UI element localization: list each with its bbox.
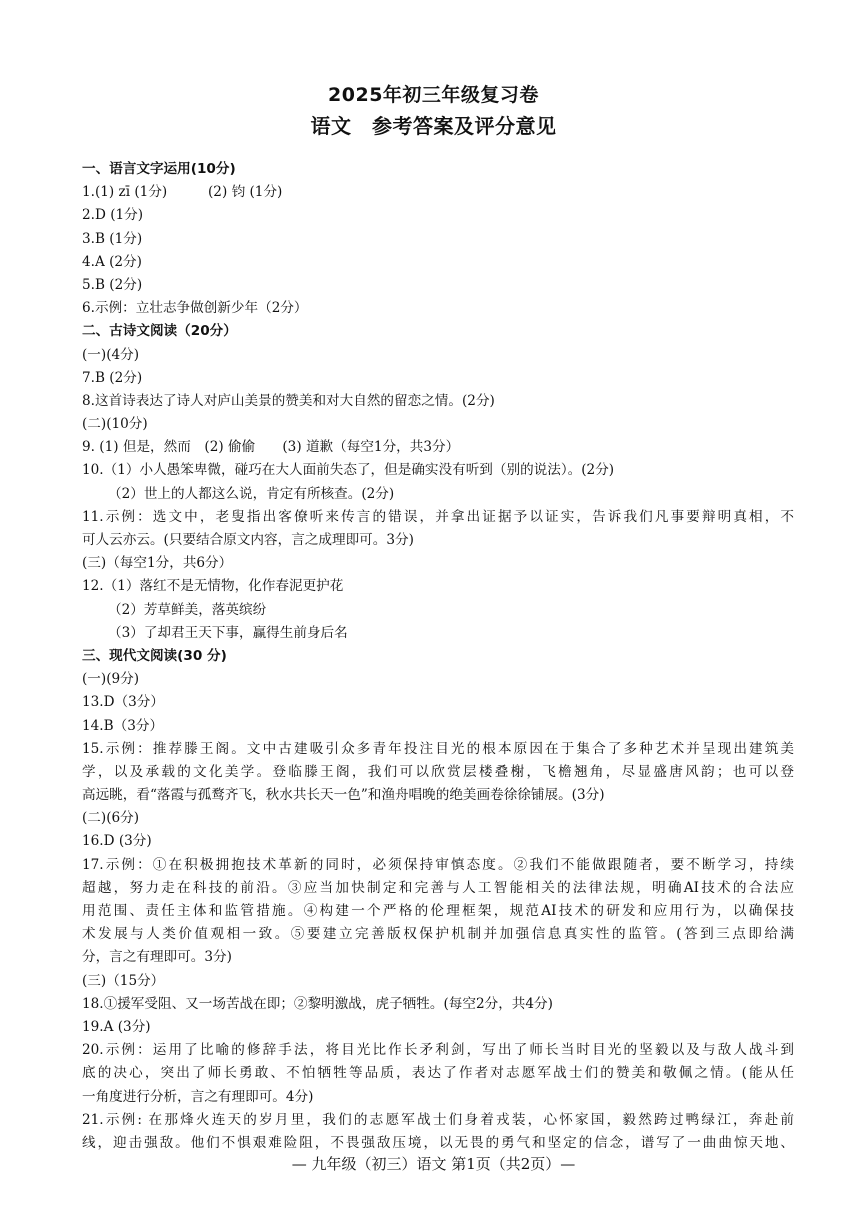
section-heading: 一、语言文字运用(10分) xyxy=(82,161,236,177)
answer-line: 12.（1）落红不是无情物，化作春泥更护花 xyxy=(82,578,344,595)
answer-list xyxy=(82,158,794,1155)
page-footer: — 九年级（初三）语文 第1页（共2页）— xyxy=(291,1155,576,1173)
answer-line: 一角度进行分析，言之有理即可。4分) xyxy=(82,1088,314,1105)
answer-line: 17.示例：①在积极拥抱技术革新的同时，必须保持审慎态度。②我们不能做跟随者，要不断学习，持续 xyxy=(82,856,794,873)
answer-line: （2）世上的人都这么说，肯定有所核查。(2分) xyxy=(108,485,395,502)
answer-line: 高远眺，看“落霞与孤鹜齐飞，秋水共长天一色”和渔舟唱晚的绝美画卷徐徐铺展。(3分) xyxy=(82,787,605,804)
answer-line: （2）芳草鲜美，落英缤纷 xyxy=(108,601,267,618)
answer-line: （3）了却君王天下事，赢得生前身后名 xyxy=(108,624,348,641)
answer-line: (二)(6分) xyxy=(82,810,140,827)
answer-line: 可人云亦云。(只要结合原文内容，言之成理即可。3分) xyxy=(82,532,414,548)
answer-line: (一)(4分) xyxy=(82,346,140,363)
answer-line: 超越，努力走在科技的前沿。③应当加快制定和完善与人工智能相关的法律法规，明确AI技术的合法应 xyxy=(82,879,794,896)
answer-line: 1.(1) zī (1分) (2) 钧 (1分) xyxy=(82,184,283,201)
answer-line: 10.（1）小人愚笨卑微，碰巧在大人面前失态了，但是确实没有听到（别的说法）。(2分) xyxy=(82,462,615,479)
answer-line: (一)(9分) xyxy=(82,671,140,688)
answer-line: 学，以及承载的文化美学。登临滕王阁，我们可以欣赏层楼叠榭，飞檐翘角，尽显盛唐风韵；也可以登 xyxy=(82,763,794,780)
document-title: 2025年初三年级复习卷 xyxy=(328,84,539,106)
answer-line: 13.D（3分） xyxy=(82,694,164,711)
answer-line: 11.示例：选文中，老叟指出客僚听来传言的错误，并拿出证据予以证实，告诉我们凡事要辩明真相，不 xyxy=(82,508,794,525)
answer-line: (三)（15分） xyxy=(82,972,165,989)
answer-line: 6.示例：立壮志争做创新少年（2分） xyxy=(82,300,308,317)
answer-line: 用范围、责任主体和监管措施。④构建一个严格的伦理框架，规范AI技术的研发和应用行为，以确保技 xyxy=(82,903,794,919)
answer-line: 分，言之有理即可。3分) xyxy=(82,949,232,966)
answer-line: 8.这首诗表达了诗人对庐山美景的赞美和对大自然的留恋之情。(2分) xyxy=(82,392,495,409)
answer-line: 4.A (2分) xyxy=(82,253,142,270)
answer-line: 18.①援军受阻、又一场苦战在即；②黎明激战，虎子牺牲。(每空2分，共4分) xyxy=(82,995,553,1012)
answer-line: 21.示例: 在那烽火连天的岁月里，我们的志愿军战士们身着戎装，心怀家国，毅然跨过鸭绿江，奔赴前 xyxy=(82,1111,794,1128)
answer-line: 14.B（3分） xyxy=(82,717,164,734)
answer-line: 19.A (3分) xyxy=(82,1018,151,1035)
answer-line: 5.B (2分) xyxy=(82,276,143,293)
answer-line: 16.D (3分) xyxy=(82,833,152,850)
answer-line: 线，迎击强敌。他们不惧艰难险阻，不畏强敌压境，以无畏的勇气和坚定的信念，谱写了一曲曲惊天地、 xyxy=(82,1134,794,1151)
answer-line: (三)（每空1分，共6分） xyxy=(82,555,233,572)
answer-line: 底的决心，突出了师长勇敢、不怕牺牲等品质，表达了作者对志愿军战士们的赞美和敬佩之情。(能从任 xyxy=(82,1065,794,1082)
answer-line: 20.示例：运用了比喻的修辞手法，将目光比作长矛利剑，写出了师长当时目光的坚毅以及与敌人战斗到 xyxy=(82,1042,794,1059)
document-subtitle: 语文 参考答案及评分意见 xyxy=(310,114,557,138)
answer-line: 3.B (1分) xyxy=(82,230,143,247)
answer-line: 7.B (2分) xyxy=(82,369,143,386)
section-heading: 二、古诗文阅读（20分） xyxy=(82,323,237,340)
answer-line: 术发展与人类价值观相一致。⑤要建立完善版权保护机制并加强信息真实性的监管。(答到三点即给满 xyxy=(82,926,794,943)
section-heading: 三、现代文阅读(30 分) xyxy=(82,647,227,664)
answer-line: 15.示例：推荐滕王阁。文中古建吸引众多青年投注目光的根本原因在于集合了多种艺术并呈现出建筑美 xyxy=(82,740,794,757)
answer-line: (二)(10分) xyxy=(82,416,148,433)
answer-line: 2.D (1分) xyxy=(82,207,144,224)
answer-line: 9. (1) 但是，然而 (2) 偷偷 (3) 道歉（每空1分，共3分） xyxy=(82,439,460,456)
